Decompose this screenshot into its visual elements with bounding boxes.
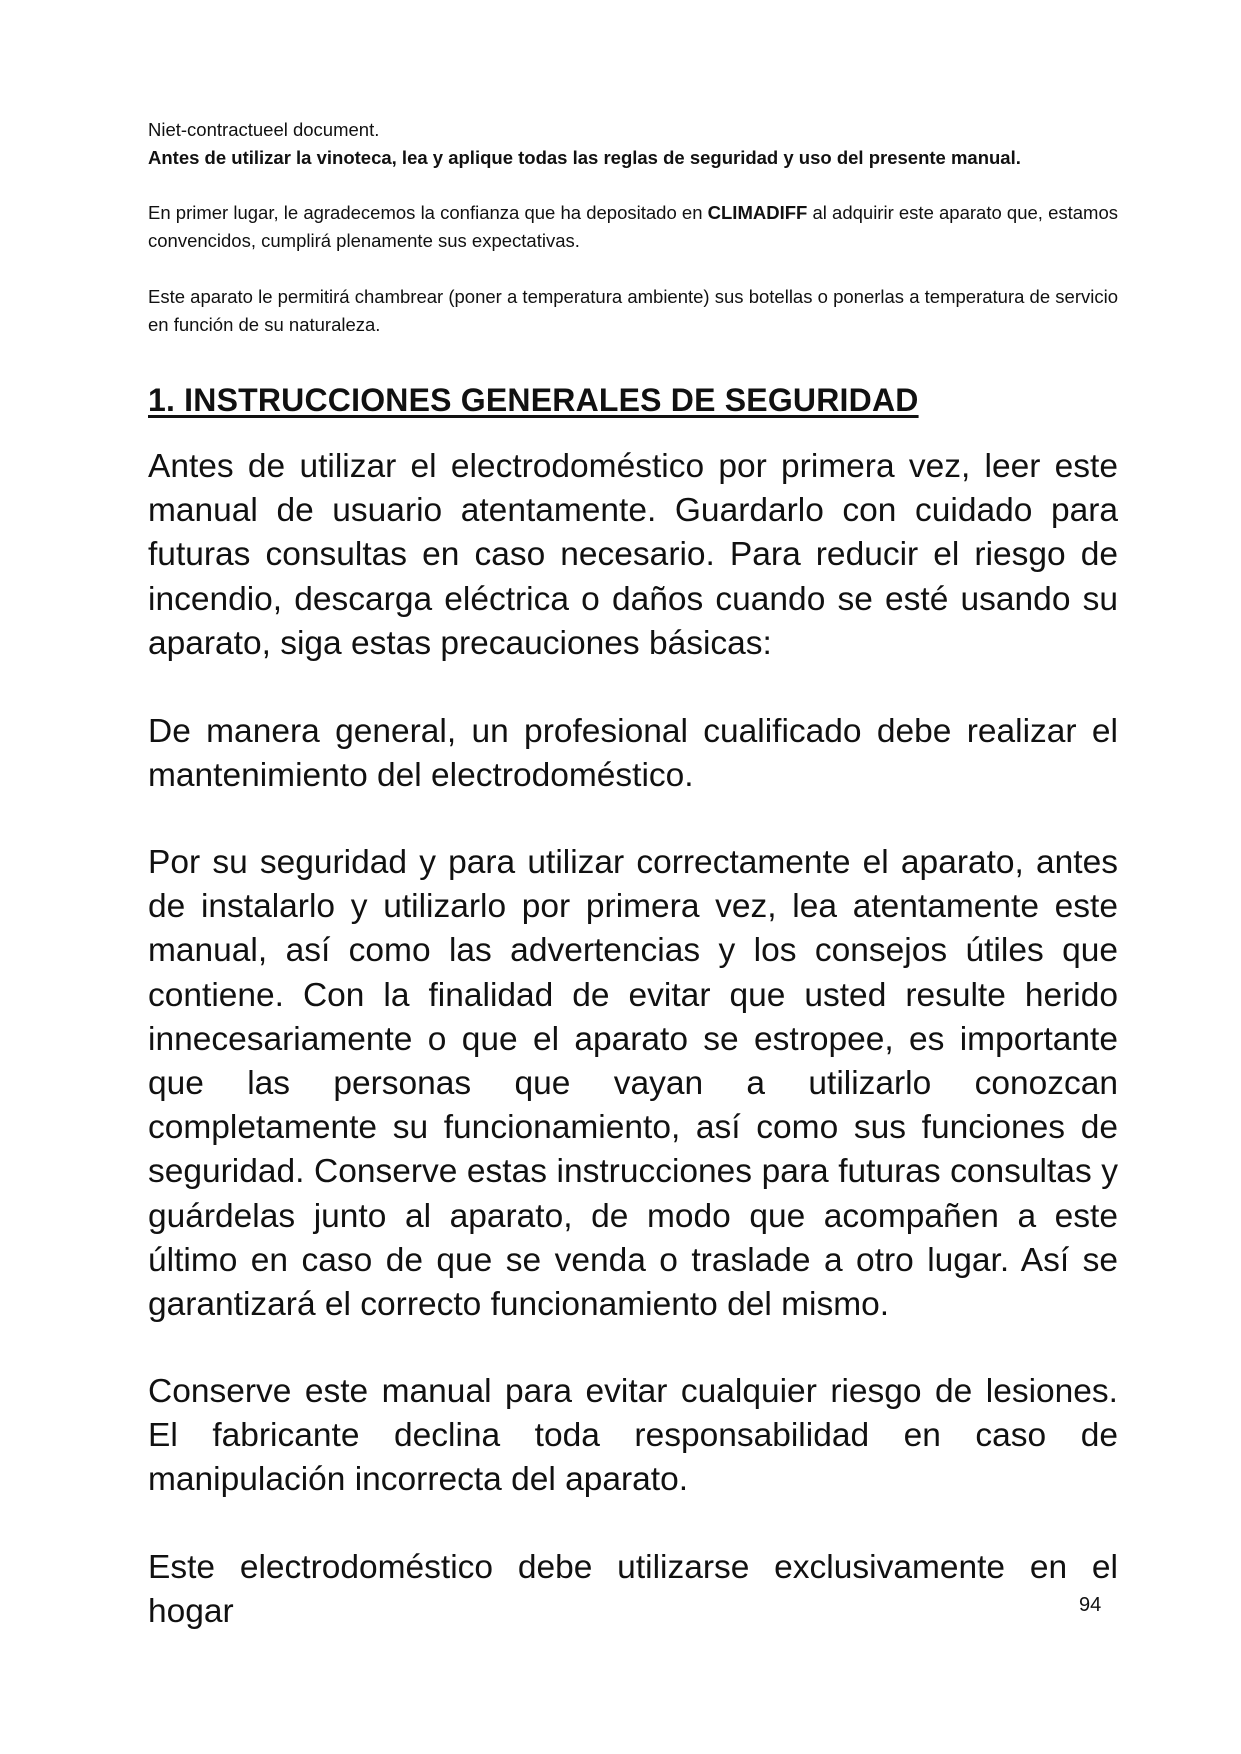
intro-thanks: [148, 199, 1118, 255]
safety-warning: Antes de utilizar la vinoteca, lea y aplique todas las reglas de seguridad y uso del presente manual.: [148, 147, 1021, 168]
device-purpose: Este aparato le permitirá chambrear (poner a temperatura ambiente) sus botellas o ponerlas a temperatura de servicio en función de su naturaleza.: [148, 286, 1118, 335]
intro-thanks-start: En primer lugar, le agradecemos la confianza que ha depositado en: [148, 202, 708, 223]
brand-name: CLIMADIFF: [707, 202, 808, 223]
section-paragraph: Este electrodoméstico debe utilizarse exclusivamente en el hogar: [148, 1549, 1118, 1631]
section-paragraph: Conserve este manual para evitar cualquier riesgo de lesiones. El fabricante declina toda responsabilidad en caso de manipulación incorrecta del aparato.: [148, 1373, 1118, 1499]
section-paragraph: Antes de utilizar el electrodoméstico por primera vez, leer este manual de usuario atentamente. Guardarlo con cuidado para futuras consultas en caso necesario. Para reducir el riesgo de incendio, descarga eléctrica o daños cuando se esté usando su aparato, siga estas precauciones básicas:: [148, 448, 1118, 662]
section-paragraph: De manera general, un profesional cualificado debe realizar el mantenimiento del electrodoméstico.: [148, 713, 1118, 795]
section-heading: 1. INSTRUCCIONES GENERALES DE SEGURIDAD: [148, 382, 919, 418]
section-paragraph: Por su seguridad y para utilizar correctamente el aparato, antes de instalarlo y utilizarlo por primera vez, lea atentamente este manual, así como las advertencias y los consejos útiles que contiene. Con la finalidad de evitar que usted resulte herido innecesariamente o que el aparato se estropee, es importante que las personas que vayan a utilizarlo conozcan completamente su funcionamiento, así como sus funciones de seguridad. Conserve estas instrucciones para futuras consultas y guárdelas junto al aparato, de modo que acompañen a este último en caso de que se venda o traslade a otro lugar. Así se garantizará el correcto funcionamiento del mismo.: [148, 844, 1118, 1324]
intro-thanks-end: al adquirir este aparato que, estamos convencidos, cumplirá plenamente sus expectativas.: [148, 202, 1118, 251]
page-number: 94: [1079, 1594, 1102, 1616]
disclaimer-text: Niet-contractueel document.: [148, 119, 380, 140]
